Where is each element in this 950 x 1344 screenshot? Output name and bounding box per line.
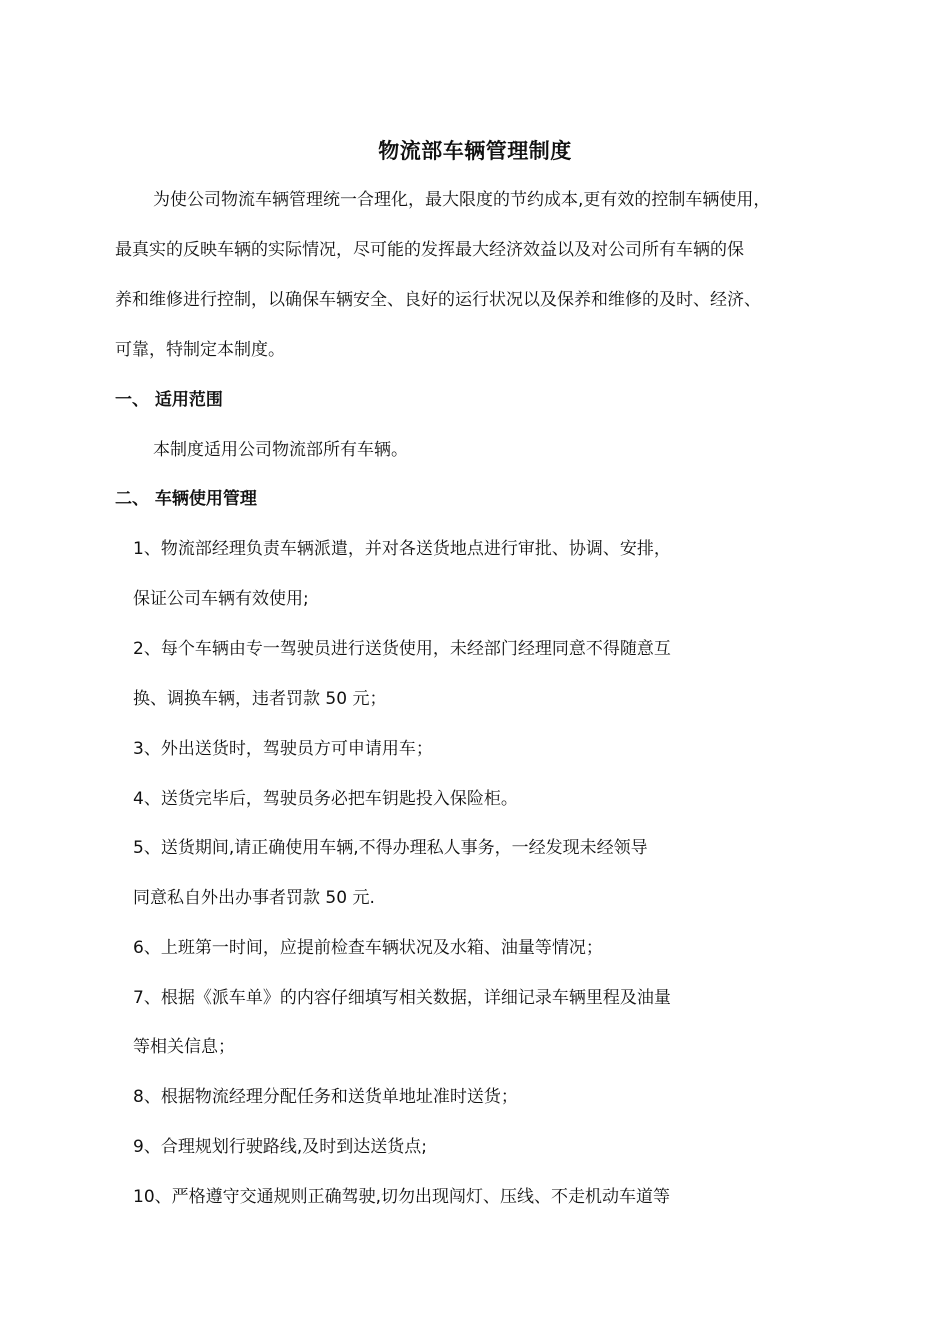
intro-line-2: 最真实的反映车辆的实际情况，尽可能的发挥最大经济效益以及对公司所有车辆的保 [115,240,744,260]
rule-line: 等相关信息； [133,1037,235,1057]
section-1-heading: 一、 适用范围 [115,390,223,410]
rule-line: 10、严格遵守交通规则正确驾驶,切勿出现闯灯、压线、不走机动车道等 [133,1187,671,1207]
intro-line-3: 养和维修进行控制，以确保车辆安全、良好的运行状况以及保养和维修的及时、经济、 [115,290,761,310]
rule-line: 保证公司车辆有效使用; [133,589,309,609]
rule-line: 6、上班第一时间，应提前检查车辆状况及水箱、油量等情况； [133,938,603,958]
document-title: 物流部车辆管理制度 [378,139,572,163]
rule-line: 9、合理规划行驶路线,及时到达送货点; [133,1137,427,1157]
intro-line-4: 可靠，特制定本制度。 [115,340,285,360]
rule-line: 2、每个车辆由专一驾驶员进行送货使用，未经部门经理同意不得随意互 [133,639,671,659]
rule-line: 3、外出送货时，驾驶员方可申请用车； [133,739,433,759]
rule-line: 同意私自外出办事者罚款 50 元. [133,888,375,908]
rule-line: 5、送货期间,请正确使用车辆,不得办理私人事务，一经发现未经领导 [133,838,648,858]
rule-line: 7、根据《派车单》的内容仔细填写相关数据，详细记录车辆里程及油量 [133,988,671,1008]
rule-line: 8、根据物流经理分配任务和送货单地址准时送货； [133,1087,518,1107]
section-2-heading: 二、 车辆使用管理 [115,489,257,509]
rule-line: 4、送货完毕后，驾驶员务必把车钥匙投入保险柜。 [133,789,518,809]
rule-line: 换、调换车辆，违者罚款 50 元； [133,689,387,709]
rule-line: 1、物流部经理负责车辆派遣，并对各送货地点进行审批、协调、安排， [133,539,671,559]
intro-line-1: 为使公司物流车辆管理统一合理化，最大限度的节约成本,更有效的控制车辆使用， [153,190,771,210]
section-1-text: 本制度适用公司物流部所有车辆。 [153,440,408,460]
